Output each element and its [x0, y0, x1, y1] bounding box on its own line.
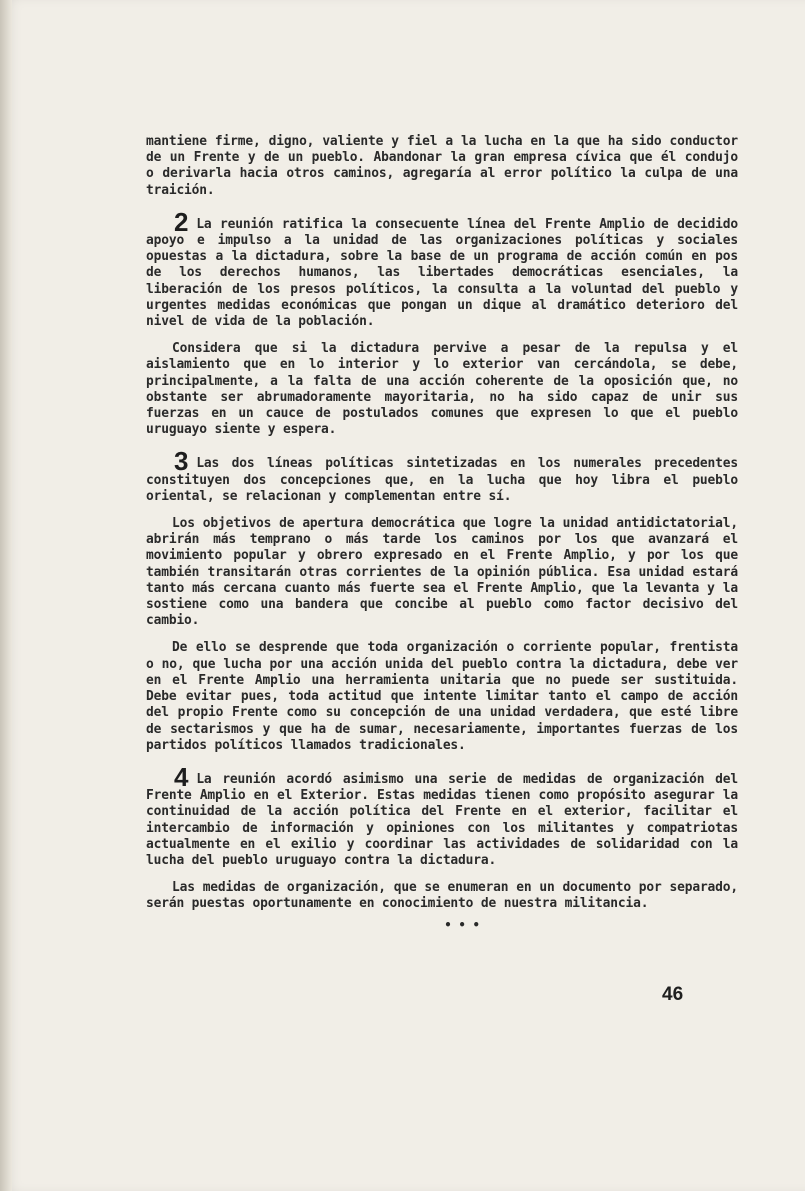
section-3-text: Las dos líneas políticas sintetizadas en los numerales precedentes constituyen dos concepciones que, en la lucha que hoy libra el pueblo oriental, se relacionan y complementan entre sí.	[146, 456, 738, 504]
section-number-2: 2	[174, 206, 189, 237]
section-3	[146, 446, 738, 505]
page-number: 46	[662, 984, 684, 1005]
paragraph-medidas: Las medidas de organización, que se enumeran en un documento por separado, serán puestas oportunamente en conocimiento de nuestra militancia.	[146, 880, 738, 912]
section-2	[146, 206, 738, 330]
section-4-text: La reunión acordó asimismo una serie de medidas de organización del Frente Amplio en el Exterior. Estas medidas tienen como propósito asegurar la continuidad de la acción política del Frente en el exterior, facilitar el intercambio de información y opiniones con los militantes y compatriotas actualmente en el exilio y coordinar las actividades de solidaridad con la lucha del pueblo uruguayo contra la dictadura.	[146, 771, 738, 868]
section-2-text: La reunión ratifica la consecuente línea del Frente Amplio de decidido apoyo e impulso a la unidad de las organizaciones políticas y sociales opuestas a la dictadura, sobre la base de un programa de acción común en pos de los derechos humanos, las libertades democráticas esenciales, la liberación de los presos políticos, la consulta a la voluntad del pueblo y urgentes medidas económicas que pongan un dique al dramático deterioro del nivel de vida de la población.	[146, 216, 738, 330]
section-number-3: 3	[174, 446, 189, 477]
paragraph-de-ello: De ello se desprende que toda organización o corriente popular, frentista o no, que lucha por una acción unida del pueblo contra la dictadura, debe ver en el Frente Amplio una herramienta unitaria que no puede ser sustituida. Debe evitar pues, toda actitud que intente limitar tanto el campo de acción del propio Frente como su concepción de una unidad verdadera, que esté libre de sectarismos y que ha de sumar, necesariamente, importantes fuerzas de los partidos políticos llamados tradicionales.	[146, 640, 738, 753]
paragraph-continuation: mantiene firme, digno, valiente y fiel a la lucha en la que ha sido conductor de un Frente y de un pueblo. Abandonar la gran empresa cívica que él condujo o derivarla hacia otros caminos, agregaría al error político la culpa de una traición.	[146, 134, 738, 198]
section-4	[146, 761, 738, 869]
paragraph-objetivos: Los objetivos de apertura democrática que logre la unidad antidictatorial, abrirán más temprano o más tarde los caminos por los que avanzará el movimiento popular y obrero expresado en el Frente Amplio, y por los que también transitarán otras corrientes de la opinión pública. Esa unidad estará tanto más cercana cuanto más fuerte sea el Frente Amplio, que la levanta y la sostiene como una bandera que concibe al pueblo como factor decisivo del cambio.	[146, 516, 738, 629]
body-text	[146, 134, 738, 933]
paragraph-considera: Considera que si la dictadura pervive a pesar de la repulsa y el aislamiento que en lo interior y lo exterior van cercándola, se debe, principalmente, a la falta de una acción coherente de la oposición que, no obstante ser abrumadoramente mayoritaria, no ha sido capaz de unir sus fuerzas en un cauce de postulados comunes que expresen lo que el pueblo uruguayo siente y espera.	[146, 341, 738, 438]
section-number-4: 4	[174, 761, 189, 792]
ellipsis-separator: • • •	[444, 917, 480, 932]
page-binding-shadow	[0, 0, 12, 1191]
